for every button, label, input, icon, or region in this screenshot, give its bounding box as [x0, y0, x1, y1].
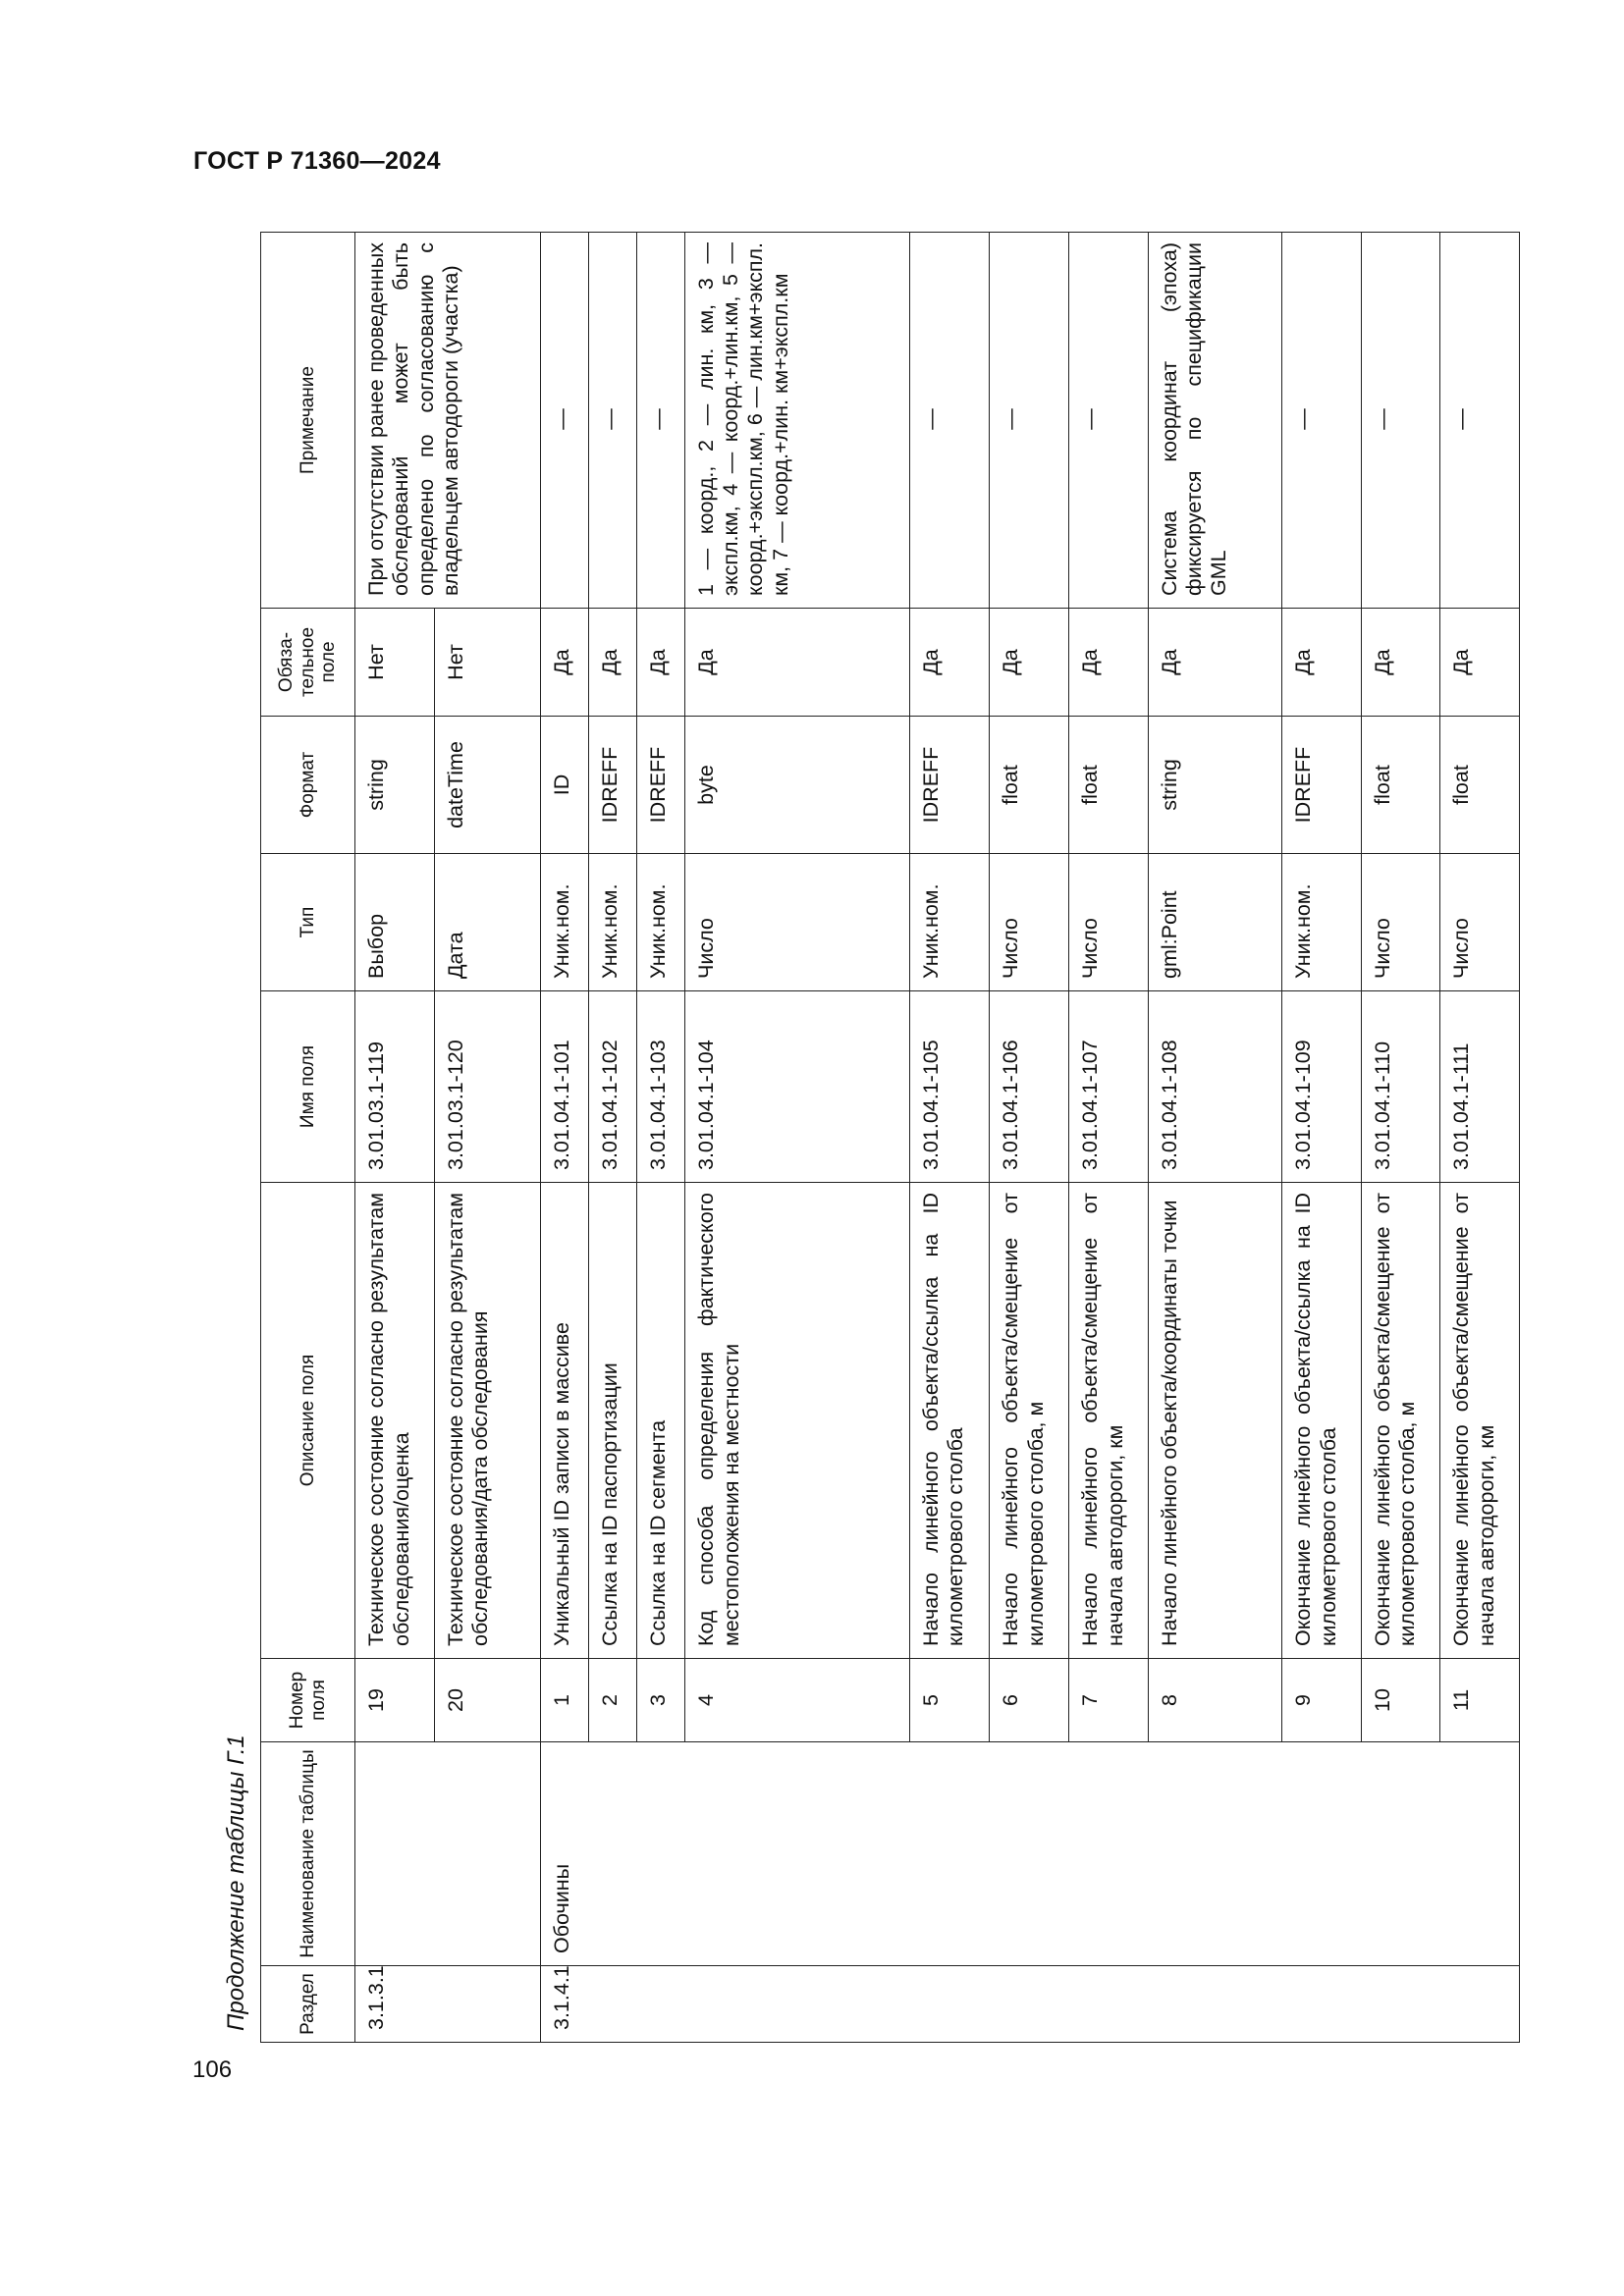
cell-section — [1148, 1966, 1281, 2043]
cell-note: — — [636, 233, 684, 609]
cell-description: Начало линейного объекта/координаты точки — [1148, 1183, 1281, 1659]
cell-type: Дата — [434, 854, 540, 991]
cell-type: Уник.ном. — [540, 854, 588, 991]
cell-type: gml:Point — [1148, 854, 1281, 991]
cell-field-name: 3.01.04.1-103 — [636, 991, 684, 1183]
column-header-required: Обяза-тельное поле — [261, 609, 355, 717]
cell-description: Код способа определения фактического местоположения на местности — [684, 1183, 909, 1659]
cell-format: float — [1361, 717, 1440, 854]
cell-field-name: 3.01.04.1-101 — [540, 991, 588, 1183]
cell-field-name: 3.01.04.1-105 — [909, 991, 990, 1183]
cell-description: Ссылка на ID паспортизации — [588, 1183, 636, 1659]
cell-field-number: 19 — [355, 1659, 435, 1742]
cell-required: Да — [1440, 609, 1520, 717]
cell-field-name: 3.01.04.1-108 — [1148, 991, 1281, 1183]
cell-required: Да — [684, 609, 909, 717]
cell-section — [1440, 1966, 1520, 2043]
cell-section — [684, 1966, 909, 2043]
cell-note: — — [1440, 233, 1520, 609]
cell-section — [588, 1966, 636, 2043]
cell-note: — — [540, 233, 588, 609]
cell-format: dateTime — [434, 717, 540, 854]
table-row — [1069, 233, 1149, 2043]
table-row — [1361, 233, 1440, 2043]
cell-field-number: 10 — [1361, 1659, 1440, 1742]
table-header-row — [261, 233, 355, 2043]
cell-table-name: Обочины — [540, 1742, 588, 1966]
cell-field-number: 2 — [588, 1659, 636, 1742]
cell-note: — — [1281, 233, 1361, 609]
cell-format: float — [990, 717, 1069, 854]
cell-note: При отсутствии ранее проведенных обследований может быть определено по согласованию с владельцем автодороги (участка) — [355, 233, 541, 609]
cell-format: byte — [684, 717, 909, 854]
cell-required: Да — [909, 609, 990, 717]
cell-field-number: 6 — [990, 1659, 1069, 1742]
cell-note: — — [909, 233, 990, 609]
cell-description: Начало линейного объекта/смещение от километрового столба, м — [990, 1183, 1069, 1659]
cell-note: — — [588, 233, 636, 609]
table-row — [1281, 233, 1361, 2043]
table-caption: Продолжение таблицы Г.1 — [223, 1735, 249, 2031]
table-row — [990, 233, 1069, 2043]
table-row — [636, 233, 684, 2043]
cell-required: Да — [990, 609, 1069, 717]
column-header-description: Описание поля — [261, 1183, 355, 1659]
column-header-note: Примечание — [261, 233, 355, 609]
cell-table-name — [1281, 1742, 1361, 1966]
cell-section — [909, 1966, 990, 2043]
cell-type: Выбор — [355, 854, 435, 991]
rotated-table-area — [223, 233, 1499, 2043]
cell-section — [1281, 1966, 1361, 2043]
cell-required: Да — [540, 609, 588, 717]
cell-field-number: 5 — [909, 1659, 990, 1742]
cell-description: Начало линейного объекта/ссылка на ID километрового столба — [909, 1183, 990, 1659]
cell-section — [1361, 1966, 1440, 2043]
cell-table-name — [434, 1742, 540, 1966]
cell-table-name — [636, 1742, 684, 1966]
cell-field-name: 3.01.04.1-109 — [1281, 991, 1361, 1183]
cell-required: Да — [1069, 609, 1149, 717]
cell-description: Начало линейного объекта/смещение от начала автодороги, км — [1069, 1183, 1149, 1659]
cell-table-name — [1440, 1742, 1520, 1966]
cell-field-name: 3.01.04.1-111 — [1440, 991, 1520, 1183]
cell-field-name: 3.01.03.1-120 — [434, 991, 540, 1183]
document-header: ГОСТ Р 71360—2024 — [193, 147, 441, 175]
cell-table-name — [909, 1742, 990, 1966]
cell-type: Уник.ном. — [636, 854, 684, 991]
cell-description: Техническое состояние согласно результатам обследования/оценка — [355, 1183, 435, 1659]
column-header-format: Формат — [261, 717, 355, 854]
table-row — [909, 233, 990, 2043]
cell-required: Да — [636, 609, 684, 717]
cell-required: Да — [1281, 609, 1361, 717]
fields-table — [260, 232, 1520, 2043]
cell-description: Уникальный ID записи в массиве — [540, 1183, 588, 1659]
cell-section — [434, 1966, 540, 2043]
page-number: 106 — [192, 2056, 233, 2083]
cell-table-name — [355, 1742, 435, 1966]
cell-type: Число — [684, 854, 909, 991]
column-header-field-name: Имя поля — [261, 991, 355, 1183]
cell-format: float — [1440, 717, 1520, 854]
cell-format: string — [355, 717, 435, 854]
table-row — [540, 233, 588, 2043]
cell-note: 1 — коорд., 2 — лин. км, 3 — экспл.км, 4 — коорд.+лин.км, 5 — коорд.+экспл.км, 6 — лин.км+экспл. км, 7 — коорд.+лин. км+экспл.км — [684, 233, 909, 609]
cell-format: IDREFF — [636, 717, 684, 854]
cell-section — [636, 1966, 684, 2043]
cell-format: string — [1148, 717, 1281, 854]
cell-field-number: 4 — [684, 1659, 909, 1742]
cell-note: — — [1361, 233, 1440, 609]
cell-description: Техническое состояние согласно результатам обследования/дата обследования — [434, 1183, 540, 1659]
cell-format: ID — [540, 717, 588, 854]
column-header-type: Тип — [261, 854, 355, 991]
cell-section — [1069, 1966, 1149, 2043]
cell-field-number: 3 — [636, 1659, 684, 1742]
cell-field-number: 8 — [1148, 1659, 1281, 1742]
cell-required: Нет — [434, 609, 540, 717]
cell-type: Уник.ном. — [1281, 854, 1361, 991]
cell-format: IDREFF — [1281, 717, 1361, 854]
cell-required: Нет — [355, 609, 435, 717]
cell-table-name — [1148, 1742, 1281, 1966]
table-row — [355, 233, 435, 2043]
cell-field-name: 3.01.03.1-119 — [355, 991, 435, 1183]
cell-type: Число — [1440, 854, 1520, 991]
column-header-table-name: Наименование таблицы — [261, 1742, 355, 1966]
column-header-field-number: Номер поля — [261, 1659, 355, 1742]
cell-field-name: 3.01.04.1-104 — [684, 991, 909, 1183]
cell-type: Число — [1069, 854, 1149, 991]
cell-field-name: 3.01.04.1-110 — [1361, 991, 1440, 1183]
cell-description: Окончание линейного объекта/смещение от километрового столба, м — [1361, 1183, 1440, 1659]
cell-required: Да — [1361, 609, 1440, 717]
cell-field-name: 3.01.04.1-107 — [1069, 991, 1149, 1183]
cell-required: Да — [1148, 609, 1281, 717]
cell-description: Ссылка на ID сегмента — [636, 1183, 684, 1659]
table-row — [1440, 233, 1520, 2043]
cell-note: — — [990, 233, 1069, 609]
table-row — [684, 233, 909, 2043]
cell-table-name — [1361, 1742, 1440, 1966]
cell-description: Окончание линейного объекта/ссылка на ID километрового столба — [1281, 1183, 1361, 1659]
cell-type: Число — [1361, 854, 1440, 991]
cell-field-number: 7 — [1069, 1659, 1149, 1742]
column-header-section: Раздел — [261, 1966, 355, 2043]
cell-note: — — [1069, 233, 1149, 609]
cell-format: IDREFF — [909, 717, 990, 854]
cell-field-number: 20 — [434, 1659, 540, 1742]
cell-required: Да — [588, 609, 636, 717]
cell-description: Окончание линейного объекта/смещение от начала автодороги, км — [1440, 1183, 1520, 1659]
cell-field-number: 1 — [540, 1659, 588, 1742]
cell-section — [990, 1966, 1069, 2043]
table-row — [1148, 233, 1281, 2043]
cell-field-number: 9 — [1281, 1659, 1361, 1742]
cell-format: float — [1069, 717, 1149, 854]
cell-format: IDREFF — [588, 717, 636, 854]
cell-table-name — [588, 1742, 636, 1966]
cell-section: 3.1.4.1 — [540, 1966, 588, 2043]
cell-field-name: 3.01.04.1-102 — [588, 991, 636, 1183]
cell-field-name: 3.01.04.1-106 — [990, 991, 1069, 1183]
cell-type: Уник.ном. — [909, 854, 990, 991]
cell-type: Число — [990, 854, 1069, 991]
cell-type: Уник.ном. — [588, 854, 636, 991]
cell-note: Система координат (эпоха) фиксируется по спецификации GML — [1148, 233, 1281, 609]
cell-table-name — [990, 1742, 1069, 1966]
cell-field-number: 11 — [1440, 1659, 1520, 1742]
table-row — [588, 233, 636, 2043]
cell-table-name — [684, 1742, 909, 1966]
cell-section: 3.1.3.1 — [355, 1966, 435, 2043]
cell-table-name — [1069, 1742, 1149, 1966]
